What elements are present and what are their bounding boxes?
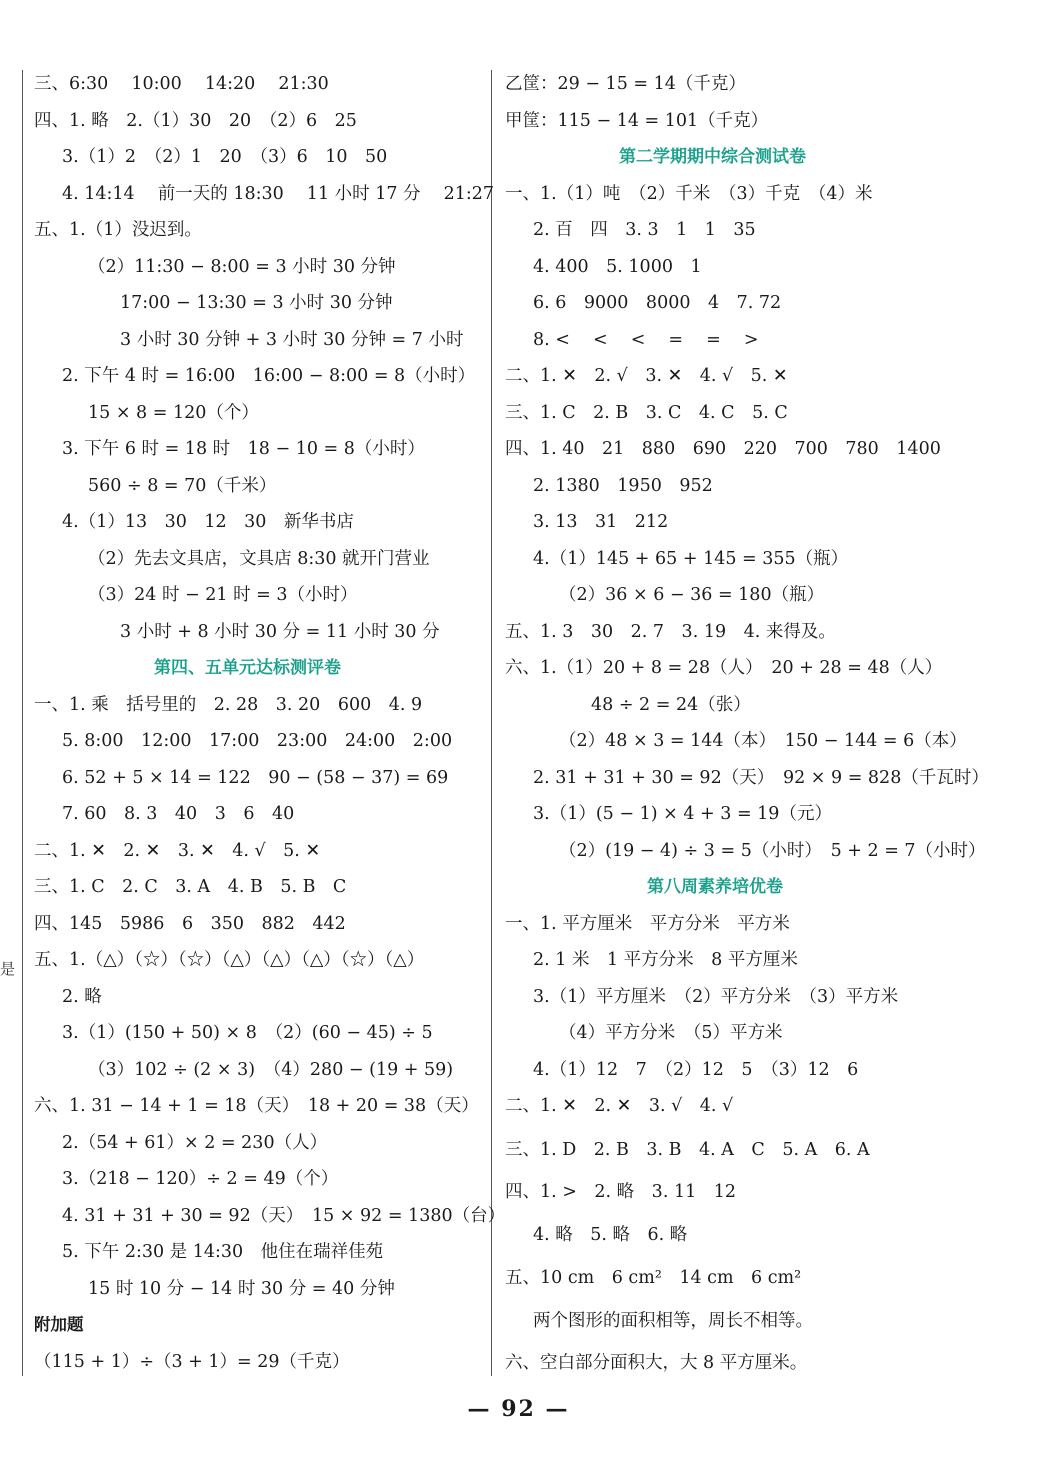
answer-line: （2）先去文具店，文具店 8:30 就开门营业 — [88, 549, 430, 569]
answer-line: 三、1. D 2. B 3. B 4. A C 5. A 6. A — [505, 1140, 870, 1160]
answer-line: 2. 下午 4 时 = 16:00 16:00 − 8:00 = 8（小时） — [62, 366, 476, 386]
answer-line: 2. 1 米 1 平方分米 8 平方厘米 — [533, 950, 798, 970]
column-divider — [491, 70, 492, 1376]
answer-line: 六、1. 31 − 14 + 1 = 18（天） 18 + 20 = 38（天） — [34, 1096, 479, 1116]
answer-line: 四、1. 略 2.（1）30 20 （2）6 25 — [34, 111, 357, 131]
answer-line: 二、1. ✕ 2. ✕ 3. √ 4. √ — [505, 1096, 734, 1116]
answer-line: 五、1.（1）没迟到。 — [34, 220, 202, 240]
answer-line: 4.（1）12 7 （2）12 5 （3）12 6 — [533, 1060, 859, 1080]
answer-line: 5. 8:00 12:00 17:00 23:00 24:00 2:00 — [62, 731, 453, 751]
answer-line: 一、1.（1）吨 （2）千米 （3）千克 （4）米 — [505, 184, 873, 204]
answer-line: 二、1. ✕ 2. √ 3. ✕ 4. √ 5. ✕ — [505, 366, 788, 386]
answer-line: 4.（1）13 30 12 30 新华书店 — [62, 512, 354, 532]
answer-line: 4.（1）145 + 65 + 145 = 355（瓶） — [533, 549, 849, 569]
answer-line: 4. 400 5. 1000 1 — [533, 257, 702, 277]
answer-line: 48 ÷ 2 = 24（张） — [591, 695, 751, 715]
answer-line: 3.（1）平方厘米 （2）平方分米 （3）平方米 — [533, 987, 899, 1007]
answer-line: 四、1. 40 21 880 690 220 700 780 1400 — [505, 439, 941, 459]
answer-line: 2.（54 + 61）× 2 = 230（人） — [62, 1133, 328, 1153]
answer-line: 4. 31 + 31 + 30 = 92（天） 15 × 92 = 1380（台） — [62, 1206, 506, 1226]
answer-line: （115 + 1）÷（3 + 1）= 29（千克） — [34, 1352, 350, 1372]
answer-line: 五、1. 3 30 2. 7 3. 19 4. 来得及。 — [505, 622, 836, 642]
answer-line: 6. 6 9000 8000 4 7. 72 — [533, 293, 782, 313]
answer-line: 3.（1）2 （2）1 20 （3）6 10 50 — [62, 147, 388, 167]
answer-line: 两个图形的面积相等，周长不相等。 — [533, 1311, 813, 1331]
answer-line: （2）36 × 6 − 36 = 180（瓶） — [559, 585, 825, 605]
answer-line: 3 小时 + 8 小时 30 分 = 11 小时 30 分 — [120, 622, 440, 642]
answer-line: 2. 31 + 31 + 30 = 92（天） 92 × 9 = 828（千瓦时） — [533, 768, 989, 788]
answer-line: （2）(19 − 4) ÷ 3 = 5（小时） 5 + 2 = 7（小时） — [559, 841, 986, 861]
answer-line: 三、1. C 2. C 3. A 4. B 5. B C — [34, 877, 347, 897]
answer-line: 3 小时 30 分钟 + 3 小时 30 分钟 = 7 小时 — [120, 330, 464, 350]
answer-line: （2）48 × 3 = 144（本） 150 − 144 = 6（本） — [559, 731, 967, 751]
answer-line: 四、145 5986 6 350 882 442 — [34, 914, 346, 934]
answer-line: 4. 14:14 前一天的 18:30 11 小时 17 分 21:27 — [62, 184, 495, 204]
answer-line: （2）11:30 − 8:00 = 3 小时 30 分钟 — [88, 257, 396, 277]
answer-line: （3）24 时 − 21 时 = 3（小时） — [88, 585, 358, 605]
answer-line: 3.（1）(5 − 1) × 4 + 3 = 19（元） — [533, 804, 832, 824]
answer-line: 五、10 cm 6 cm² 14 cm 6 cm² — [505, 1268, 802, 1288]
bonus-heading: 附加题 — [34, 1315, 84, 1334]
answer-line: 15 × 8 = 120（个） — [88, 403, 259, 423]
answer-line: 6. 52 + 5 × 14 = 122 90 − (58 − 37) = 69 — [62, 768, 449, 788]
answer-line: 三、6:30 10:00 14:20 21:30 — [34, 74, 329, 94]
answer-line: 乙筐：29 − 15 = 14（千克） — [505, 74, 746, 94]
answer-line: 二、1. ✕ 2. ✕ 3. ✕ 4. √ 5. ✕ — [34, 841, 321, 861]
answer-line: 7. 60 8. 3 40 3 6 40 — [62, 804, 295, 824]
answer-line: 2. 1380 1950 952 — [533, 476, 713, 496]
answer-line: 3. 下午 6 时 = 18 时 18 − 10 = 8（小时） — [62, 439, 425, 459]
answer-line: 4. 略 5. 略 6. 略 — [533, 1225, 688, 1245]
margin-fragment-char: 是 — [0, 960, 16, 978]
section-heading: 第八周素养培优卷 — [647, 877, 783, 897]
answer-line: 六、空白部分面积大，大 8 平方厘米。 — [505, 1353, 808, 1373]
answer-line: （4）平方分米 （5）平方米 — [559, 1023, 783, 1043]
answer-line: 2. 略 — [62, 987, 102, 1007]
left-margin-rule — [22, 70, 23, 1376]
answer-line: 8. < < < = = > — [533, 330, 759, 350]
section-heading: 第二学期期中综合测试卷 — [619, 147, 806, 167]
answer-line: 3.（218 − 120）÷ 2 = 49（个） — [62, 1169, 339, 1189]
answer-line: 一、1. 乘 括号里的 2. 28 3. 20 600 4. 9 — [34, 695, 423, 715]
answer-line: 15 时 10 分 − 14 时 30 分 = 40 分钟 — [88, 1279, 395, 1299]
answer-line: 五、1.（△）（☆）（☆）（△）（△）（△）（☆）（△） — [34, 950, 425, 970]
answer-line: 一、1. 平方厘米 平方分米 平方米 — [505, 914, 790, 934]
section-heading: 第四、五单元达标测评卷 — [154, 658, 341, 678]
answer-line: 17:00 − 13:30 = 3 小时 30 分钟 — [120, 293, 393, 313]
answer-line: （3）102 ÷ (2 × 3) （4）280 − (19 + 59) — [88, 1060, 454, 1080]
answer-line: 3. 13 31 212 — [533, 512, 669, 532]
answer-line: 3.（1）(150 + 50) × 8 （2）(60 − 45) ÷ 5 — [62, 1023, 433, 1043]
answer-line: 六、1.（1）20 + 8 = 28（人） 20 + 28 = 48（人） — [505, 658, 943, 678]
answer-line: 四、1. > 2. 略 3. 11 12 — [505, 1182, 736, 1202]
answer-line: 560 ÷ 8 = 70（千米） — [88, 476, 277, 496]
answer-line: 5. 下午 2:30 是 14:30 他住在瑞祥佳苑 — [62, 1242, 384, 1262]
answer-line: 甲筐：115 − 14 = 101（千克） — [505, 111, 769, 131]
answer-line: 2. 百 四 3. 3 1 1 35 — [533, 220, 756, 240]
page-number: — 92 — — [467, 1396, 570, 1422]
answer-line: 三、1. C 2. B 3. C 4. C 5. C — [505, 403, 788, 423]
